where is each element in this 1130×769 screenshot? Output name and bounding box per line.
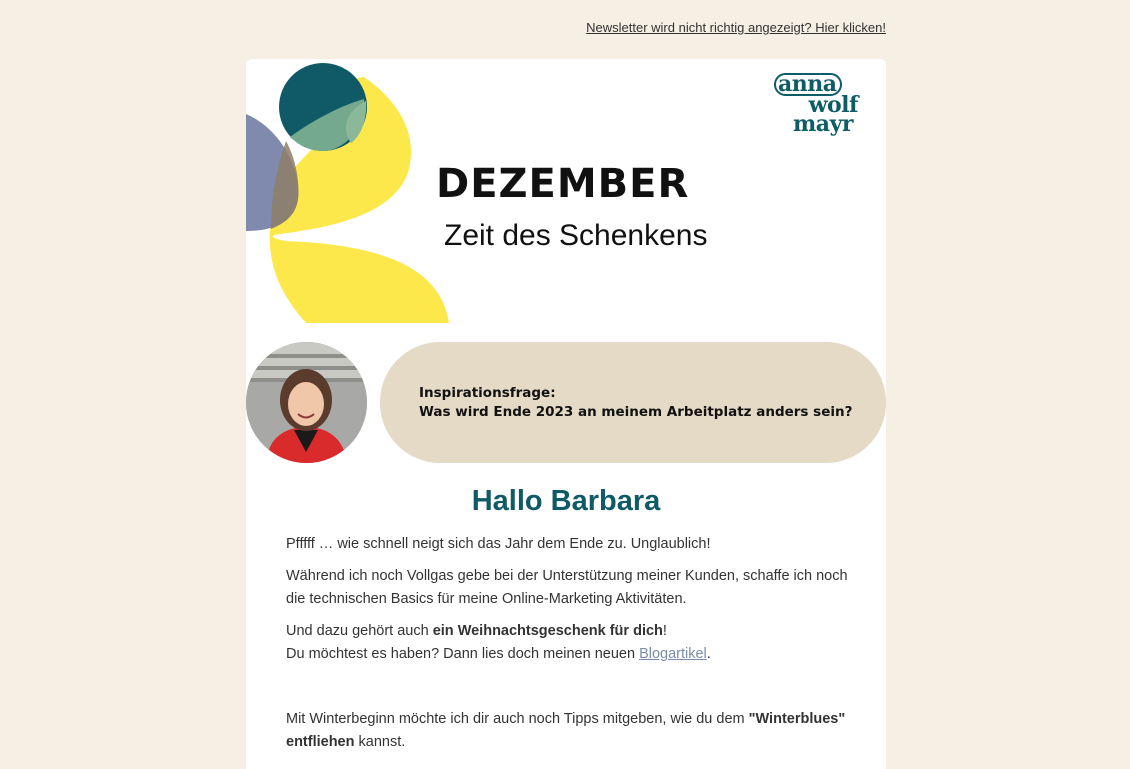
view-in-browser-bar <box>0 20 886 35</box>
author-portrait <box>246 342 367 463</box>
paragraph-5-end: kannst. <box>354 734 406 750</box>
newsletter-card <box>246 59 886 769</box>
hero-title: DEZEMBER <box>436 161 690 207</box>
blog-article-link[interactable]: Blogartikel <box>639 646 707 662</box>
hero-subtitle: Zeit des Schenkens <box>444 219 708 252</box>
paragraph-3-end: ! <box>662 623 667 639</box>
inspiration-bubble <box>380 342 886 463</box>
logo-word-mayr: mayr <box>793 111 853 137</box>
paragraph-5 <box>286 708 852 754</box>
paragraph-5-intro: Mit Winterbeginn möchte ich dir auch noch Tipps mitgeben, wie du dem <box>286 711 749 727</box>
paragraph-2: Während ich noch Vollgas gebe bei der Unterstützung meiner Kunden, schaffe ich noch die technischen Basics für meine Online-Marketing Aktivitäten. <box>286 568 848 607</box>
inspiration-content <box>419 384 852 422</box>
paragraph-1: Pfffff … wie schnell neigt sich das Jahr dem Ende zu. Unglaublich! <box>286 536 711 552</box>
paragraph-4-end: . <box>706 646 711 662</box>
inspiration-label: Inspirationsfrage: <box>419 385 556 401</box>
paragraph-3 <box>286 620 852 666</box>
logo-word-wolf: wolf <box>808 92 858 118</box>
paragraph-3-intro: Und dazu gehört auch <box>286 623 433 639</box>
newsletter-body <box>286 533 852 763</box>
paragraph-4-intro: Du möchtest es haben? Dann lies doch meinen neuen <box>286 646 640 662</box>
brand-logo <box>774 71 864 137</box>
logo-word-anna: anna <box>774 73 842 96</box>
winterblues-highlight: "Winterblues" entfliehen <box>286 711 846 750</box>
author-avatar <box>246 342 367 463</box>
spacer <box>286 675 852 708</box>
hero-banner <box>246 59 886 323</box>
view-in-browser-link[interactable]: Newsletter wird nicht richtig angezeigt? Hier klicken! <box>586 20 886 35</box>
gift-highlight: ein Weihnachtsgeschenk für dich <box>432 623 663 639</box>
greeting-heading: Hallo Barbara <box>471 485 661 517</box>
inspiration-question: Was wird Ende 2023 an meinem Arbeitplatz anders sein? <box>419 404 853 420</box>
